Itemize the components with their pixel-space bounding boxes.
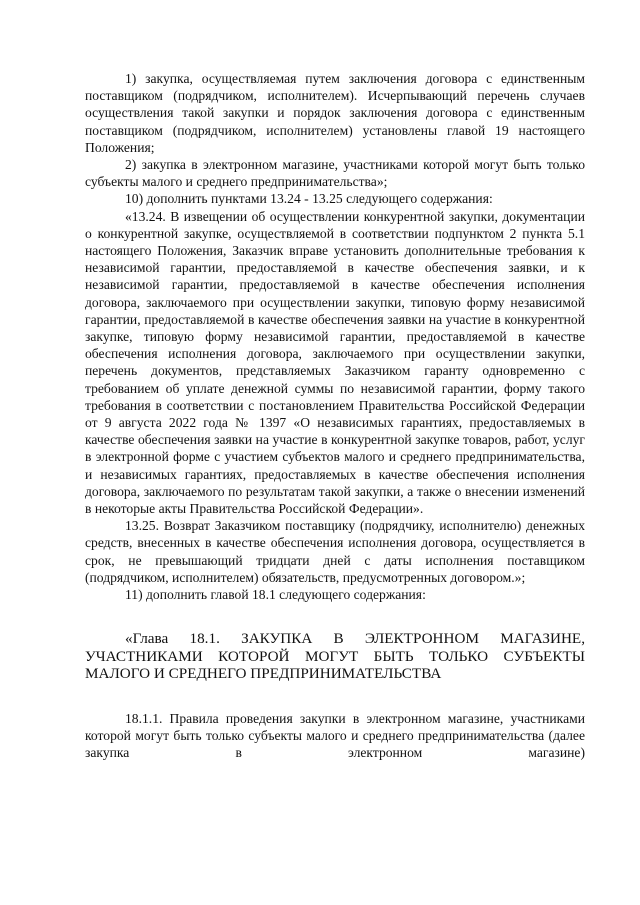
- paragraph-13-25: 13.25. Возврат Заказчиком поставщику (подрядчику, исполнителю) денежных средств, внесенных в качестве обеспечения исполнения договора, осуществляется в срок, не превышающий тридцати дней с даты исполнения поставщиком (подрядчиком, исполнителем) обязательств, предусмотренных договором.»;: [85, 518, 585, 585]
- paragraph-item-11: 11) дополнить главой 18.1 следующего содержания:: [125, 587, 426, 603]
- paragraph-item-10: 10) дополнить пунктами 13.24 - 13.25 следующего содержания:: [125, 191, 493, 207]
- paragraph-18-1-1: 18.1.1. Правила проведения закупки в электронном магазине, участниками которой могут быть только субъекты малого и среднего предпринимательства (далее закупка в электронном магазине): [85, 710, 585, 760]
- document-body: [85, 70, 585, 761]
- paragraph-item-1: 1) закупка, осуществляемая путем заключения договора с единственным поставщиком (подрядчиком, исполнителем). Исчерпывающий перечень случаев осуществления такой закупки и порядок заключения договора с единственным поставщиком (подрядчиком, исполнителем) установлены главой 19 настоящего Положения;: [85, 71, 585, 155]
- paragraph-item-2: 2) закупка в электронном магазине, участниками которой могут быть только субъекты малого и среднего предпринимательства»;: [85, 157, 585, 190]
- chapter-title: «Глава 18.1. ЗАКУПКА В ЭЛЕКТРОННОМ МАГАЗИНЕ, УЧАСТНИКАМИ КОТОРОЙ МОГУТ БЫТЬ ТОЛЬКО СУБЪЕКТЫ МАЛОГО И СРЕДНЕГО ПРЕДПРИНИМАТЕЛЬСТВА: [85, 630, 585, 683]
- paragraph-13-24: «13.24. В извещении об осуществлении конкурентной закупки, документации о конкурентной закупке, осуществляемой в соответствии подпунктом 2 пункта 5.1 настоящего Положения, Заказчик вправе установить дополнительные требования к независимой гарантии, предоставляемой в качестве обеспечения заявки, и к независимой гарантии, предоставляемой в качестве обеспечения исполнения договора, заключаемого при осуществлении закупки, типовую форму независимой гарантии, предоставляемой в качестве обеспечения заявки на участие в конкурентной закупке, типовую форму независимой гарантии, предоставляемой в качестве обеспечения исполнения договора, заключаемого при осуществлении закупки, перечень документов, представляемых Заказчиком гаранту одновременно с требованием об уплате денежной суммы по независимой гарантии, форму такого требования в соответствии с постановлением Правительства Российской Федерации от 9 августа 2022 года № 1397 «О независимых гарантиях, предоставляемых в качестве обеспечения заявки на участие в конкурентной закупке товаров, работ, услуг в электронной форме с участием субъектов малого и среднего предпринимательства, и независимых гарантиях, предоставляемых в качестве обеспечения исполнения договора, заключаемого по результатам такой закупки, а также о внесении изменений в некоторые акты Правительства Российской Федерации».: [85, 208, 585, 517]
